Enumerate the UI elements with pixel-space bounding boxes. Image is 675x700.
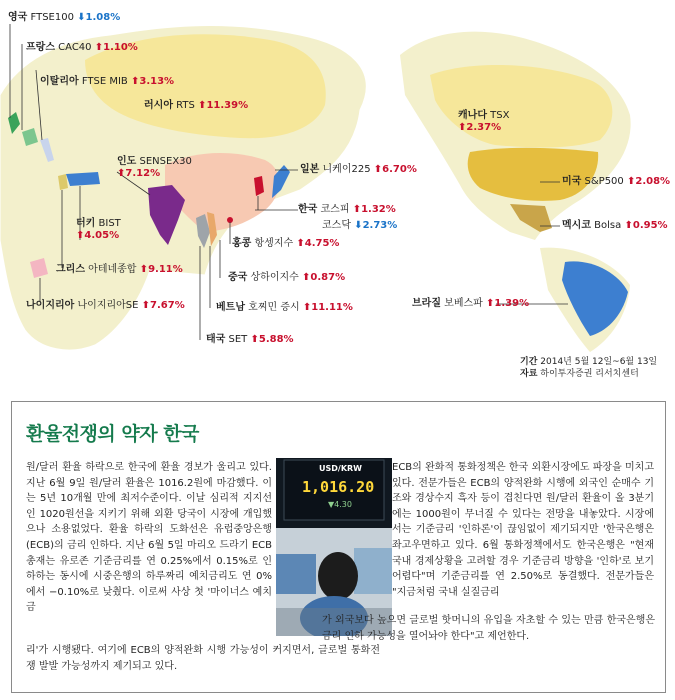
index-name: 보베스파 (444, 298, 483, 309)
change-value: 9.11% (148, 264, 183, 275)
up-arrow-icon: ⬆ (626, 176, 636, 187)
index-name: BIST (98, 218, 121, 229)
up-arrow-icon: ⬆ (250, 334, 259, 345)
article-column-1: 원/달러 환율 하락으로 한국에 환율 경보가 울리고 있다. 지난 6월 9일 원/달러 환율은 1016.2원에 마감했다. 이는 5년 10개월 만에 최저수준이다. 이날 심리적 지지선인 1020원선을 지키기 위해 외환 당국이 시장에 개입했으나 소용없었다. 환율 하락의 도화선은 유럽중앙은행(ECB)의 금리 인하다. 지난 6월 5일 마리오 드라기 ECB 총재는 유로존 기준금리를 연 0.25%에서 0.15%로 인하하는 동시에 시중은행의 하루짜리 예치금리도 연 0%에서 −0.10%로 낮췄다. 이로써 사상 첫 '마이너스 예치금 (26, 462, 272, 614)
index-name: CAC40 (58, 42, 92, 53)
market-label-hongkong (232, 238, 339, 250)
article-title: 환율전쟁의 약자 한국 (26, 423, 199, 445)
market-label-russia (144, 100, 248, 112)
index-name: 호찌민 증시 (248, 302, 300, 313)
index-name: SENSEX30 (139, 156, 192, 167)
market-label-nigeria (26, 300, 185, 312)
change-value: 1.32% (361, 204, 396, 215)
market-label-france (26, 42, 138, 54)
up-arrow-icon: ⬆ (458, 122, 467, 133)
source-note (520, 356, 657, 380)
market-label-thailand (206, 334, 294, 346)
trading-room-photo (276, 458, 392, 636)
period-label: 기간 (520, 357, 538, 367)
market-label-mexico (562, 220, 668, 232)
country-name: 홍콩 (232, 238, 252, 249)
index-name: FTSE100 (30, 12, 74, 23)
country-name: 베트남 (216, 302, 245, 313)
country-name: 중국 (228, 272, 248, 283)
country-name: 이탈리아 (40, 76, 79, 87)
up-arrow-icon: ⬆ (139, 264, 149, 275)
board-title: USD/KRW (319, 464, 363, 473)
change-value: 5.88% (258, 334, 294, 345)
index-name: TSX (490, 110, 510, 121)
article-column-2-continued: 가 외국보다 높으면 글로벌 핫머니의 유입을 자초할 수 있는 만큼 한국은행은 금리 인하 가능성을 열어놔야 한다"고 제언한다. (322, 615, 655, 642)
market-label-greece (56, 264, 183, 276)
country-name: 일본 (300, 164, 320, 175)
change-value: 2.73% (362, 220, 398, 231)
market-label-india (117, 156, 192, 180)
country-name: 인도 (117, 156, 137, 167)
up-arrow-icon: ⬆ (198, 100, 207, 111)
up-arrow-icon: ⬆ (373, 164, 383, 175)
index-name: 항셍지수 (254, 238, 294, 249)
country-name: 나이지리아 (26, 300, 75, 311)
country-name: 영국 (8, 12, 28, 23)
country-name: 한국 (298, 204, 318, 215)
up-arrow-icon: ⬆ (296, 238, 305, 249)
change-value: 11.39% (206, 100, 249, 111)
index-name: RTS (176, 100, 195, 111)
change-value: 11.11% (311, 302, 353, 313)
change-value: 1.10% (103, 42, 138, 53)
change-value: 7.12% (125, 168, 161, 179)
source-label: 자료 (520, 369, 538, 379)
change-value: 6.70% (382, 164, 417, 175)
country-name: 멕시코 (562, 220, 591, 231)
up-arrow-icon: ⬆ (76, 230, 85, 241)
country-name: 브라질 (412, 298, 441, 309)
turkey-region (66, 172, 100, 186)
market-label-china (228, 272, 345, 284)
country-name: 터키 (76, 218, 96, 229)
change-value: 4.75% (304, 238, 340, 249)
change-value: 3.13% (139, 76, 175, 87)
country-name: 태국 (206, 334, 226, 345)
index-name: 아테네종합 (88, 264, 137, 275)
index-name: 코스피 (320, 204, 350, 215)
up-arrow-icon: ⬆ (302, 272, 311, 283)
country-name: 캐나다 (458, 110, 487, 121)
change-value: 0.87% (310, 272, 346, 283)
index-name: 나이지리아SE (77, 300, 139, 311)
market-label-japan (300, 164, 417, 176)
up-arrow-icon: ⬆ (352, 204, 362, 215)
market-label-korea-kospi (298, 204, 396, 216)
market-label-uk (8, 12, 120, 24)
index-name: 니케이225 (322, 164, 371, 175)
up-arrow-icon: ⬆ (94, 42, 104, 53)
market-label-turkey (76, 218, 121, 242)
country-name: 러시아 (144, 100, 173, 111)
market-label-brazil (412, 298, 529, 310)
article-column-1-continued: 리'가 시행됐다. 여기에 ECB의 양적완화 시행 가능성이 커지면서, 글로벌 통화전쟁 발발 가능성까지 제기되고 있다. (26, 645, 380, 672)
index-name: FTSE MIB (81, 76, 128, 87)
down-arrow-icon: ⬇ (354, 220, 363, 231)
market-label-vietnam (216, 302, 353, 314)
period-value: 2014년 5월 12일~6월 13일 (540, 357, 658, 367)
change-value: 7.67% (150, 300, 185, 311)
article-column-2: ECB의 완화적 통화정책은 한국 외환시장에도 파장을 미치고 있다. 전문가들은 ECB의 양적완화 시행에 외국인 순매수 기조와 경상수지 흑자 등이 겹친다면 원/달러 환율이 올 3분기에는 1000원이 무너질 수 있다는 전망을 내놓았다. 시장에서는 기준금리 '인하론'이 끊임없이 제기되지만 '한국은행은 좌고우면하고 있다. 6월 통화정책에서도 한국은행은 "현재 국내 경제상황을 고려할 경우 기준금리 방향을 '인하'로 보기 어렵다"며 기준금리를 연 2.50%로 동결했다. 전문가들은 "지금처럼 국내 실질금리 (392, 462, 654, 598)
market-label-italy (40, 76, 174, 88)
up-arrow-icon: ⬆ (141, 300, 151, 311)
change-value: 4.05% (84, 230, 120, 241)
change-value: 2.37% (466, 122, 502, 133)
index-name: Bolsa (594, 220, 622, 231)
index-name: 코스닥 (322, 220, 351, 231)
up-arrow-icon: ⬆ (624, 220, 633, 231)
source-value: 하이투자증권 리서치센터 (540, 369, 639, 379)
country-name: 미국 (562, 176, 582, 187)
up-arrow-icon: ⬆ (117, 168, 126, 179)
board-delta: ▼4.30 (328, 500, 352, 509)
index-name: SET (228, 334, 248, 345)
up-arrow-icon: ⬆ (486, 298, 495, 309)
change-value: 2.08% (635, 176, 671, 187)
index-name: 상하이지수 (250, 272, 299, 283)
change-value: 1.39% (494, 298, 530, 309)
market-label-canada (458, 110, 509, 134)
up-arrow-icon: ⬆ (302, 302, 312, 313)
market-label-korea-kosdaq (322, 220, 397, 232)
market-label-usa (562, 176, 670, 188)
down-arrow-icon: ⬇ (77, 12, 86, 23)
change-value: 0.95% (632, 220, 668, 231)
index-name: S&P500 (584, 176, 624, 187)
country-name: 그리스 (56, 264, 85, 275)
country-name: 프랑스 (26, 42, 55, 53)
board-value: 1,016.20 (302, 478, 375, 496)
article-box (11, 401, 666, 693)
up-arrow-icon: ⬆ (130, 76, 140, 87)
change-value: 1.08% (85, 12, 121, 23)
